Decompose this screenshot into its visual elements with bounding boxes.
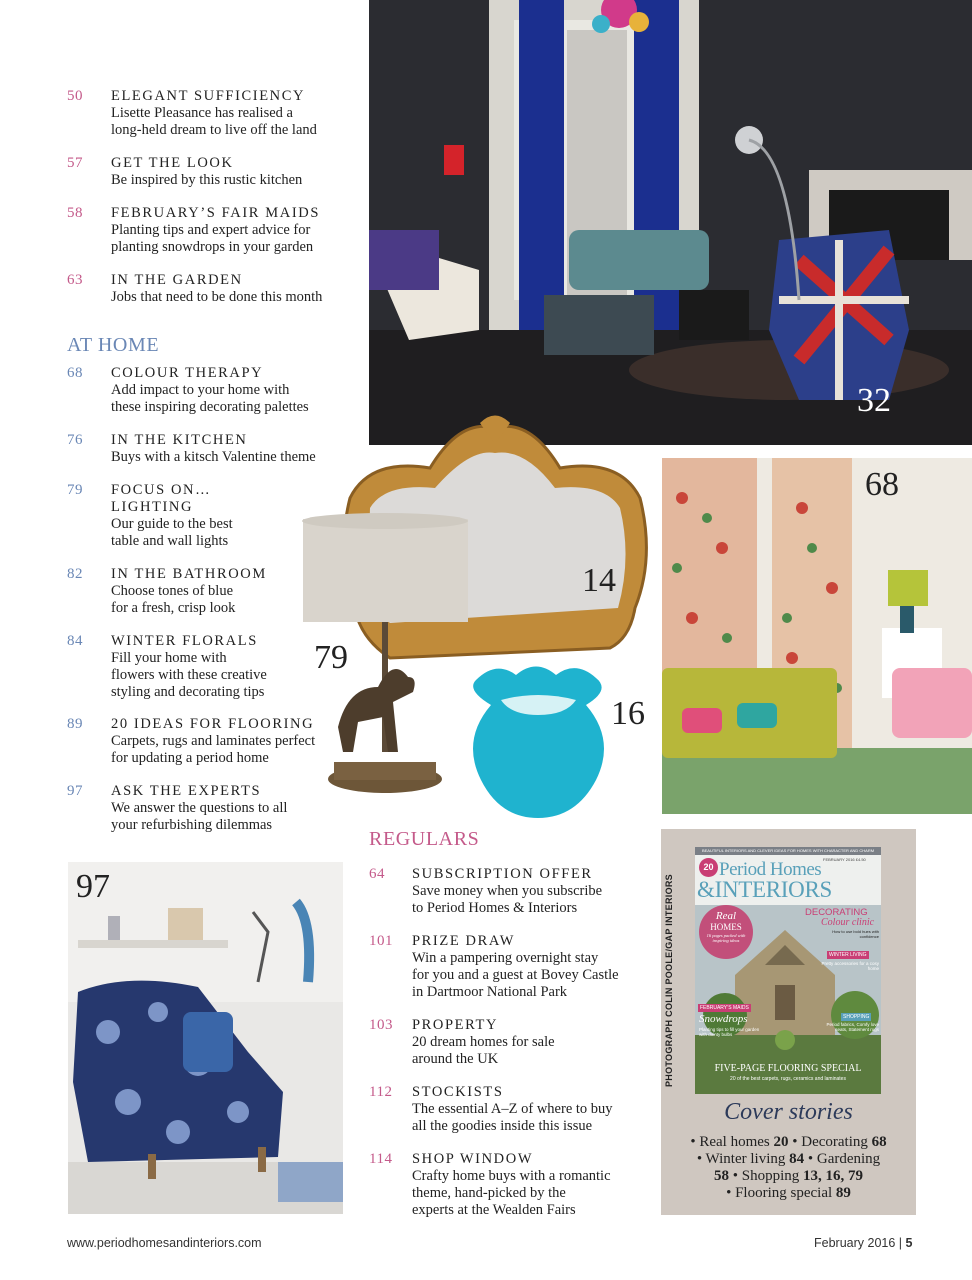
regulars-heading: REGULARS <box>369 828 480 850</box>
cover-shopping: SHOPPING <box>843 1014 870 1020</box>
page-label-lamp: 79 <box>314 639 348 676</box>
living-room-illustration <box>369 0 972 445</box>
entry-desc: theme, hand-picked by the <box>412 1185 566 1201</box>
entry-desc: Carpets, rugs and laminates perfect <box>111 733 316 749</box>
page-number: 64 <box>369 866 385 882</box>
entry-title: IN THE KITCHEN <box>111 432 248 448</box>
cover-colour-clinic: Colour clinic <box>821 917 875 928</box>
entry-title: SUBSCRIPTION OFFER <box>412 866 593 882</box>
stories-text: • Winter living <box>696 1151 790 1167</box>
entry-desc: Lisette Pleasance has realised a <box>111 105 293 121</box>
footer-date <box>814 1236 912 1250</box>
cover-snowdrops: Snowdrops <box>699 1013 748 1025</box>
at-home-heading: AT HOME <box>67 334 160 356</box>
cover-title-line1: Period Homes <box>719 859 822 880</box>
page-number: 82 <box>67 566 83 582</box>
page-number: 103 <box>369 1017 393 1033</box>
entry-desc: these inspiring decorating palettes <box>111 399 309 415</box>
cover-tagline: BEAUTIFUL INTERIORS AND CLEVER IDEAS FOR HOMES WITH CHARACTER AND CHARM <box>695 847 881 855</box>
cover-feb-maids: FEBRUARY’S MAIDS <box>700 1005 749 1011</box>
cover-shop-sub: Period fabrics, Comfy love seats, Statement rugs <box>826 1022 879 1032</box>
stories-line <box>661 1168 916 1185</box>
stories-line <box>661 1151 916 1168</box>
magazine-cover[interactable] <box>695 847 881 1094</box>
entry-desc: long-held dream to live off the land <box>111 122 317 138</box>
entry-title: PRIZE DRAW <box>412 933 516 949</box>
entry-desc: Our guide to the best <box>111 516 233 532</box>
cover-snow-sub: Planting tips to fill your garden with dainty bulbs <box>699 1027 760 1037</box>
entry-desc: in Dartmoor National Park <box>412 984 568 1000</box>
page-label-living-room: 32 <box>857 382 891 419</box>
page-label-sofa-room: 68 <box>865 466 899 503</box>
entry-desc: Choose tones of blue <box>111 583 234 599</box>
cover-flooring: FIVE-PAGE FLOORING SPECIAL <box>714 1063 862 1074</box>
entry-title: STOCKISTS <box>412 1084 504 1100</box>
footer-page-number: 5 <box>905 1236 913 1250</box>
entry-title: PROPERTY <box>412 1017 499 1033</box>
footer-date-text: February 2016 | <box>814 1236 903 1250</box>
entry-desc: table and wall lights <box>111 533 229 549</box>
entry-desc: for you and a guest at Bovey Castle <box>412 967 619 983</box>
page-number: 114 <box>369 1151 393 1167</box>
cover-date: FEBRUARY 2016 £4.50 <box>823 857 866 862</box>
page-label-vase: 16 <box>611 695 645 732</box>
page-number: 89 <box>67 716 83 732</box>
sofa-room-photo <box>662 458 972 814</box>
page-number: 68 <box>67 365 83 381</box>
page-number: 97 <box>67 783 83 799</box>
page-number: 79 <box>67 482 83 498</box>
entry-title: WINTER FLORALS <box>111 633 258 649</box>
entry-title: ELEGANT SUFFICIENCY <box>111 88 306 104</box>
blue-armchair-illustration <box>68 862 343 1214</box>
entry-desc: Crafty home buys with a romantic <box>412 1168 611 1184</box>
cover-flooring-sub: 20 of the best carpets, rugs, ceramics and laminates <box>730 1076 846 1082</box>
entry-desc: Add impact to your home with <box>111 382 290 398</box>
page-label-mirror: 14 <box>582 562 616 599</box>
cover-colour-sub: How to use bold hues with confidence <box>832 929 879 939</box>
blue-armchair-photo <box>68 862 343 1214</box>
entry-desc: your refurbishing dilemmas <box>111 817 273 833</box>
cover-real-homes-badge <box>699 905 753 959</box>
cover-title-line2: &INTERIORS <box>697 877 833 902</box>
entry-title: ASK THE EXPERTS <box>111 783 262 799</box>
stories-text: • Shopping <box>728 1168 803 1184</box>
entry-desc: Save money when you subscribe <box>412 883 603 899</box>
entry-desc: flowers with these creative <box>111 667 267 683</box>
entry-desc: Fill your home with <box>111 650 227 666</box>
entry-desc: 20 dream homes for sale <box>412 1034 555 1050</box>
entry-desc: Win a pampering overnight stay <box>412 950 599 966</box>
stories-text: • Real homes <box>690 1134 774 1150</box>
photo-credit: PHOTOGRAPH COLIN POOLE/GAP INTERIORS <box>664 874 674 1087</box>
cover-winter-living: WINTER LIVING <box>829 952 867 958</box>
entry-desc: Jobs that need to be done this month <box>111 289 323 305</box>
cover-real: Real <box>715 910 737 922</box>
turquoise-vase-photo <box>456 660 645 820</box>
cover-badge-number: 20 <box>703 862 714 872</box>
entry-title: COLOUR THERAPY <box>111 365 264 381</box>
stories-page: 68 <box>871 1134 887 1150</box>
stories-text: • Flooring special <box>726 1185 836 1201</box>
cover-decorating: DECORATING <box>805 907 868 918</box>
stories-page: 13, 16, 79 <box>803 1168 863 1184</box>
entry-desc: all the goodies inside this issue <box>412 1118 593 1134</box>
cover-badge <box>699 858 718 877</box>
page-number: 76 <box>67 432 83 448</box>
entry-desc: Planting tips and expert advice for <box>111 222 311 238</box>
stories-page: 89 <box>835 1185 851 1201</box>
horse-lamp-photo <box>298 517 468 807</box>
page-number: 112 <box>369 1084 393 1100</box>
entry-desc: planting snowdrops in your garden <box>111 239 314 255</box>
footer-url[interactable]: www.periodhomesandinteriors.com <box>67 1236 262 1250</box>
page-number: 58 <box>67 205 83 221</box>
stories-page: 20 <box>773 1134 789 1150</box>
stories-line <box>661 1134 916 1151</box>
cover-winter-sub: Pretty accessories for a cosy home <box>821 961 879 971</box>
entry-desc: The essential A–Z of where to buy <box>412 1101 613 1117</box>
entry-desc: Be inspired by this rustic kitchen <box>111 172 303 188</box>
page-label-armchair: 97 <box>76 868 110 905</box>
cover-homes: HOMES <box>710 922 742 932</box>
entry-desc: styling and decorating tips <box>111 684 265 700</box>
stories-line <box>661 1185 916 1202</box>
entry-title: FOCUS ON… <box>111 482 212 498</box>
stories-text: • Gardening <box>804 1151 881 1167</box>
page-number: 63 <box>67 272 83 288</box>
stories-page: 84 <box>789 1151 805 1167</box>
page-number: 57 <box>67 155 83 171</box>
stories-text: • Decorating <box>788 1134 872 1150</box>
cover-stories-title: Cover stories <box>724 1099 853 1125</box>
entry-title: GET THE LOOK <box>111 155 234 171</box>
entry-desc: experts at the Wealden Fairs <box>412 1202 576 1218</box>
cover-stories-box <box>661 829 916 1215</box>
entry-desc: We answer the questions to all <box>111 800 288 816</box>
entry-desc: around the UK <box>412 1051 499 1067</box>
cover-stories-list <box>661 1134 916 1202</box>
stories-page: 58 <box>713 1168 729 1184</box>
turquoise-vase-illustration <box>456 660 621 820</box>
entry-title: SHOP WINDOW <box>412 1151 534 1167</box>
entry-desc: for updating a period home <box>111 750 269 766</box>
entry-desc: for a fresh, crisp look <box>111 600 236 616</box>
page-number: 101 <box>369 933 393 949</box>
entry-title: IN THE GARDEN <box>111 272 243 288</box>
page-number: 84 <box>67 633 83 649</box>
entry-title: 20 IDEAS FOR FLOORING <box>111 716 315 732</box>
entry-desc: to Period Homes & Interiors <box>412 900 578 916</box>
cover-homes-sub: 16 pages packed with inspiring ideas <box>706 933 746 943</box>
entry-title-line2: LIGHTING <box>111 499 194 515</box>
entry-title: IN THE BATHROOM <box>111 566 267 582</box>
sofa-room-illustration <box>662 458 972 814</box>
page-number: 50 <box>67 88 83 104</box>
entry-desc: Buys with a kitsch Valentine theme <box>111 449 316 465</box>
entry-title: FEBRUARY’S FAIR MAIDS <box>111 205 320 221</box>
living-room-photo <box>369 0 972 445</box>
